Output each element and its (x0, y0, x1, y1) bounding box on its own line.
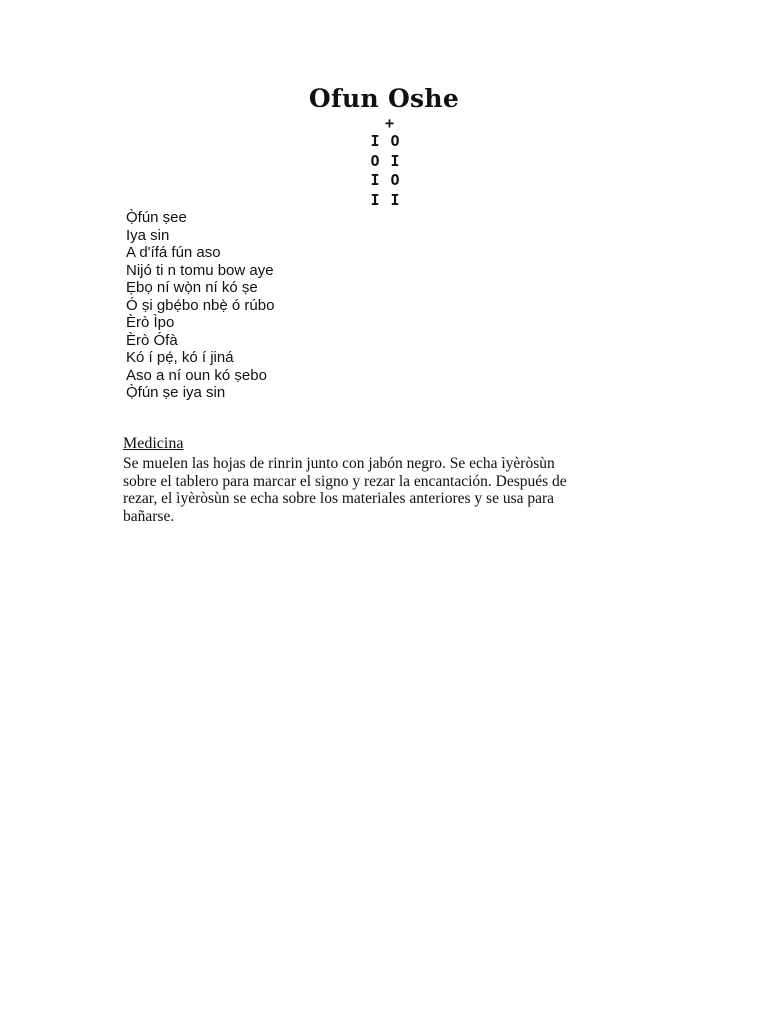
verse-line: Ó ṣi gbẹ́bo nbẹ̀ ó rúbo (126, 296, 275, 314)
verse-line: A d'ífá fún aso (126, 244, 221, 261)
section-body (123, 455, 643, 525)
verse-line: Kó í pẹ́, kó í jiná (126, 349, 234, 366)
verse-line: Iya sin (126, 226, 170, 244)
verse-line: Aso a ní oun kó ṣebo (126, 366, 267, 384)
sign-mark-right: I (390, 151, 400, 170)
section-heading: Medicina (123, 435, 184, 452)
sign-mark-left: I (370, 171, 380, 189)
page-title: Ofun Oshe (308, 84, 460, 113)
verse-text (126, 209, 274, 402)
body-line: sobre el tablero para marcar el signo y rezar la encantación. Después de (123, 472, 567, 490)
body-line: Se muelen las hojas de rinrin junto con jabón negro. Se echa ìyèròsùn (123, 455, 555, 472)
sign-row (360, 191, 410, 211)
sign-mark-left: I (370, 132, 380, 150)
verse-line: Ọ̀fún ṣe iya sin (126, 384, 226, 401)
sign-row (360, 132, 410, 152)
sign-mark-right: O (390, 171, 400, 189)
sign-mark-left: O (370, 151, 380, 170)
sign-row (360, 171, 410, 191)
odu-sign (360, 114, 410, 210)
verse-line: Ọ̀fún ṣee (126, 209, 187, 226)
body-line: rezar, el ìyèròsùn se echa sobre los materiales anteriores y se usa para (123, 490, 555, 507)
sign-row (360, 152, 410, 172)
sign-mark-right: O (390, 132, 400, 150)
verse-line: Èrò Ófà (126, 331, 178, 349)
body-line: bañarse. (123, 507, 175, 525)
sign-mark-right: I (390, 190, 400, 209)
sign-mark: + (384, 114, 394, 132)
verse-line: Nijó ti n tomu bow aye (126, 261, 274, 279)
sign-mark-left: I (370, 190, 380, 209)
verse-line: Ẹbọ ní wọ̀n ní kó ṣe (126, 279, 258, 296)
verse-line: Èrò Ìpo (126, 314, 175, 331)
